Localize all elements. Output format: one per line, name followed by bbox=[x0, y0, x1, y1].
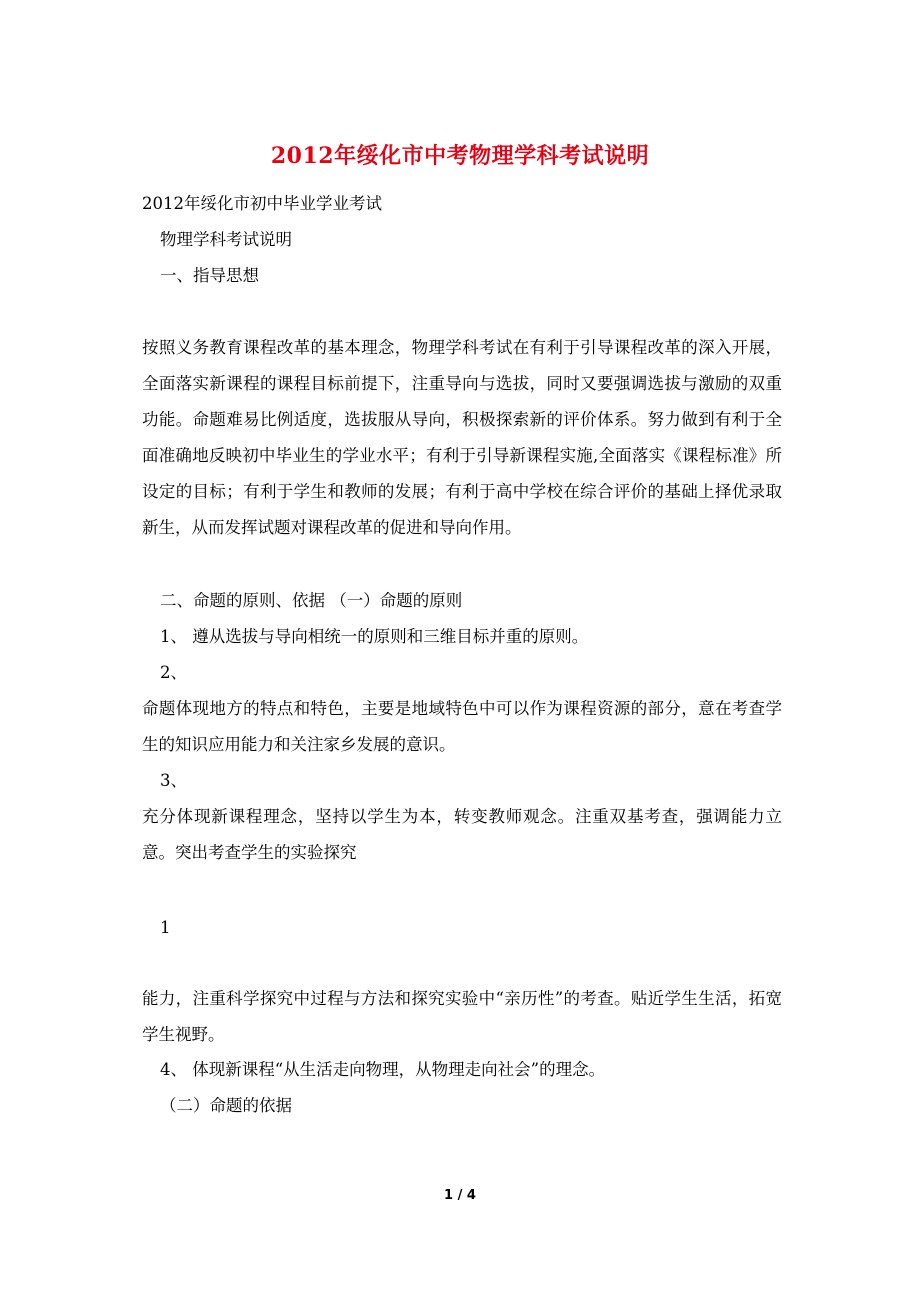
principle-item-4: 4、 体现新课程“从生活走向物理，从物理走向社会”的理念。 bbox=[160, 1060, 606, 1079]
document-title: 2012年绥化市中考物理学科考试说明 bbox=[270, 143, 650, 169]
inline-page-marker: 1 bbox=[160, 918, 171, 937]
page-indicator: 1 / 4 bbox=[444, 1188, 476, 1203]
principle-item-1: 1、 遵从选拔与导向相统一的原则和三维目标并重的原则。 bbox=[160, 627, 589, 646]
subtitle-line-1: 2012年绥化市初中毕业学业考试 bbox=[142, 194, 382, 213]
principle-item-3-number: 3、 bbox=[160, 771, 187, 790]
section-1-heading: 一、指导思想 bbox=[160, 266, 259, 285]
principle-item-2-number: 2、 bbox=[160, 663, 187, 682]
subtitle-line-2: 物理学科考试说明 bbox=[160, 230, 292, 249]
principle-item-3-text-part-2: 能力，注重科学探究中过程与方法和探究实验中“亲历性”的考查。贴近学生生活，拓宽学生视野。 bbox=[142, 989, 782, 1044]
section-2-sub-heading: （二）命题的依据 bbox=[160, 1096, 292, 1115]
section-1-paragraph: 按照义务教育课程改革的基本理念，物理学科考试在有利于引导课程改革的深入开展，全面落实新课程的课程目标前提下，注重导向与选拔，同时又要强调选拔与激励的双重功能。命题难易比例适度，选拔服从导向，积极探索新的评价体系。努力做到有利于全面准确地反映初中毕业生的学业水平；有利于引导新课程实施,全面落实《课程标准》所设定的目标；有利于学生和教师的发展；有利于高中学校在综合评价的基础上择优录取新生，从而发挥试题对课程改革的促进和导向作用。 bbox=[142, 338, 782, 537]
section-2-heading: 二、命题的原则、依据 （一）命题的原则 bbox=[160, 591, 463, 610]
principle-item-2-text: 命题体现地方的特点和特色，主要是地域特色中可以作为课程资源的部分，意在考查学生的知识应用能力和关注家乡发展的意识。 bbox=[142, 699, 782, 754]
principle-item-3-text-part-1: 充分体现新课程理念，坚持以学生为本，转变教师观念。注重双基考查，强调能力立意。突出考查学生的实验探究 bbox=[142, 807, 782, 862]
